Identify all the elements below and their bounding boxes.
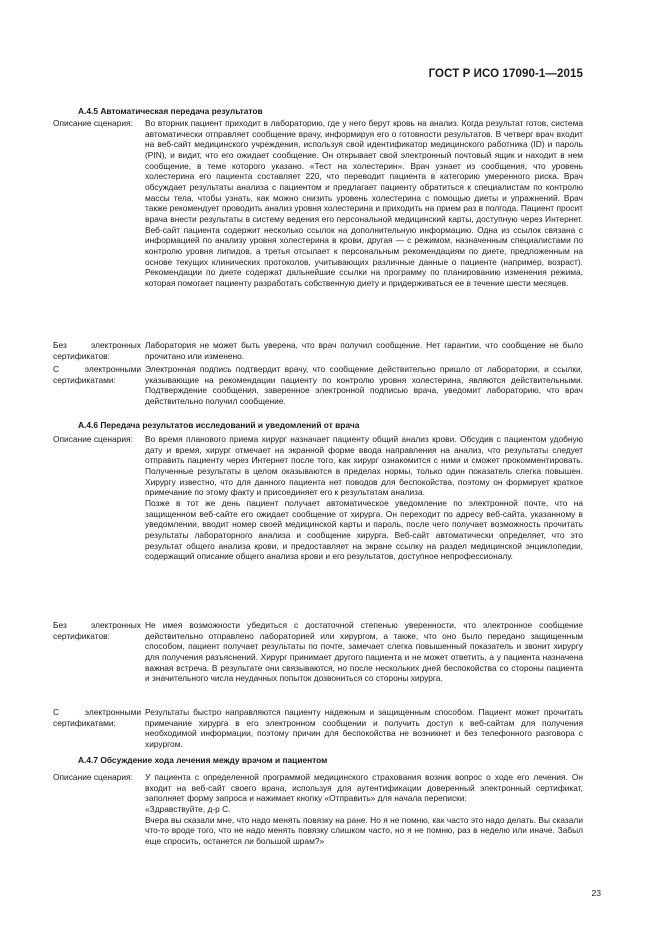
- row-label: С электронными сертификатами:: [53, 707, 141, 728]
- scenario-row-a46: [53, 434, 583, 562]
- document-number-header: ГОСТ Р ИСО 17090-1—2015: [428, 68, 583, 80]
- no-cert-row-a45: [53, 340, 583, 361]
- page-number: 23: [591, 888, 601, 898]
- row-body: [145, 340, 583, 361]
- scenario-row-a47: [53, 772, 583, 847]
- paragraph: Во время планового приема хирург назначает пациенту общий анализ крови. Обсудив с пациентом удобную дату и время, хирург отмечает на экранной форме ввода направления на анализ, что результаты следует отправить пациенту через Интернет после того, как хирург ознакомится с ними и сможет прокомментировать. Полученные результаты в целом оказываются в пределах нормы, только один показатель слегка повышен. Хирургу известно, что для данного пациента нет поводов для беспокойства, поэтому он формирует краткое примечание по этому факту и присоединяет его к результатам анализа.: [145, 434, 583, 498]
- scenario-row-a45: [53, 118, 583, 289]
- row-label: Без электронных сертификатов:: [53, 340, 141, 361]
- with-cert-row-a46: [53, 707, 583, 750]
- paragraph: У пациента с определенной программой медицинского страхования возник вопрос о ходе его лечения. Он входит на веб-сайт своего врача, используя для аутентификации доверенный электронный сертификат, заполняет форму запроса и нажимает кнопку «Отправить» для начала переписки:: [145, 772, 583, 804]
- row-label: Описание сценария:: [53, 772, 133, 782]
- section-title-a45: А.4.5 Автоматическая передача результатов: [78, 106, 263, 116]
- no-cert-row-a46: [53, 620, 583, 684]
- row-body: [145, 707, 583, 750]
- row-body: [145, 772, 583, 847]
- paragraph: Вчера вы сказали мне, что надо менять повязку на ране. Но я не помню, как часто это надо делать. Вы сказали что-то вроде того, что не надо менять повязку слишком часто, но я не помню, раз в неделю или иначе. Забыл еще спросить, останется ли большой шрам?»: [145, 814, 583, 846]
- paragraph: Электронная подпись подтвердит врачу, что сообщение действительно пришло от лаборатории, и ссылки, указывающие на рекомендации пациенту по контролю уровня холестерина, являются действительными. Подтверждение сообщения, заверенное электронной подписью врача, уведомит лабораторию, что врач действительно получил сообщение.: [145, 364, 583, 406]
- paragraph: Результаты быстро направляются пациенту надежным и защищенным способом. Пациент может прочитать примечание хирурга в его электронном сообщении и получить доступ к веб-сайтам для получения необходимой информации, поэтому причин для беспокойства не возникнет и без телефонного разговора с хирургом.: [145, 707, 583, 749]
- row-label: С электронными сертификатами:: [53, 364, 141, 385]
- paragraph: Лаборатория не может быть уверена, что врач получил сообщение. Нет гарантии, что сообщение не было прочитано или изменено.: [145, 340, 583, 361]
- row-body: [145, 118, 583, 289]
- with-cert-row-a45: [53, 364, 583, 407]
- paragraph: Позже в тот же день пациент получает автоматическое уведомление по электронной почте, что на защищенном веб-сайте его ожидает сообщение от хирурга. Он переходит по адресу веб-сайта, указанному в уведомлении, вводит номер своей медицинской карты и пароль, после чего получает возможность прочитать результаты лабораторного анализа и сообщение хирурга. Веб-сайт автоматически определяет, что это результат общего анализа крови, и предоставляет на экране ссылку на раздел медицинской энциклопедии, содержащий описание общего анализа крови и его результатов, доступное непрофессионалу.: [145, 497, 583, 562]
- paragraph: «Здравствуйте, д-р С.: [145, 803, 231, 814]
- row-label: Описание сценария:: [53, 434, 133, 444]
- row-body: [145, 620, 583, 684]
- section-title-a47: А.4.7 Обсуждение хода лечения между врачом и пациентом: [78, 755, 328, 765]
- section-title-a46: А.4.6 Передача результатов исследований и уведомлений от врача: [78, 420, 360, 430]
- paragraph: Во вторник пациент приходит в лабораторию, где у него берут кровь на анализ. Когда результат готов, система автоматически отправляет сообщение врачу, информируя его о готовности результатов. В четверг врач входит на веб-сайт медицинского учреждения, используя свой идентификатор медицинского работника (ID) и пароль (PIN), и видит, что его ожидает сообщение. Он открывает свой электронный почтовый ящик и находит в нем сообщение, в теме которого указано. «Тест на холестерин». Врач узнает из сообщения, что уровень холестерина его пациента составляет 220, что переводит пациента в категорию умеренного риска. Врач обсуждает результаты анализа с пациентом и предлагает пациенту обратиться к специалистам по контролю массы тела, чтобы узнать, как можно снизить уровень холестерина с помощью диеты и упражнений. Врач также рекомендует проводить анализ уровня холестерина и приходить на прием раз в полгода. Пациент просит врача внести результаты в систему ведения его персональной медицинский карты, доступную через Интернет. Веб-сайт пациента содержит несколько ссылок на дополнительную информацию. Одна из ссылок связана с информацией по анализу уровня холестерина в крови, другая — с режимом, назначенным специалистами по контролю уровня липидов, а третья отсылает к персональным рекомендациям по диете, предложенным на основе текущих клинических протоколов, учитывающих различные данные о пациенте (например, возраст). Рекомендации по диете содержат дальнейшие ссылки на программу по планированию изменения режима, которая помогает пациенту разработать собственную диету и придерживаться ее в течение шести месяцев.: [145, 118, 583, 288]
- row-label: Без электронных сертификатов:: [53, 620, 141, 641]
- row-body: [145, 364, 583, 407]
- paragraph: Не имея возможности убедиться с достаточной степенью уверенности, что электронное сообщение действительно отправлено лабораторией или хирургом, а также, что оно было передано защищенным способом, пациент получает результаты по почте, замечает слегка повышенный показатель и звонит хирургу для получения разъяснений. Хирург принимает другого пациента и не может ответить, а у пациента назначена важная встреча. В результате они связываются, но после нескольких дней беспокойства со стороны пациента и значительного числа неудачных попыток дозвониться со стороны хирурга.: [145, 620, 583, 684]
- row-label: Описание сценария:: [53, 118, 133, 128]
- row-body: [145, 434, 583, 562]
